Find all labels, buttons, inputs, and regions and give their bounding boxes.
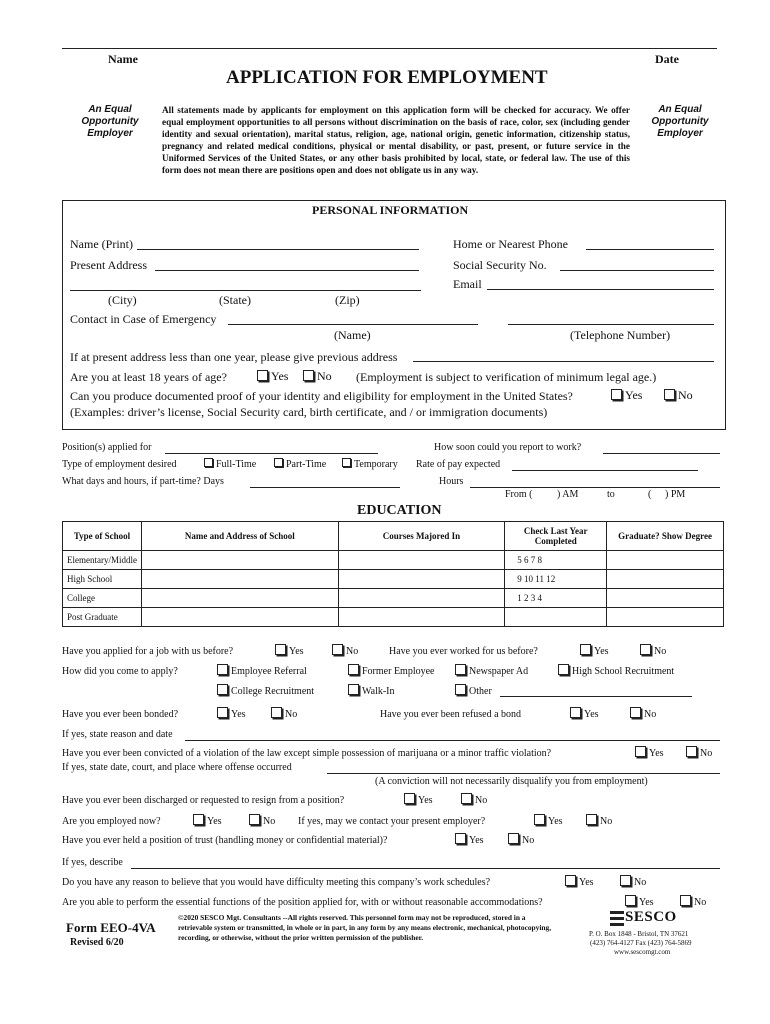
- rate-label: Rate of pay expected: [416, 459, 501, 470]
- position-applied-field[interactable]: [165, 453, 378, 454]
- conv-note: (A conviction will not necessarily disqualify you from employment): [375, 776, 648, 787]
- name-date-line[interactable]: [62, 48, 717, 49]
- essential-no-checkbox[interactable]: [680, 895, 691, 906]
- emp-referral-checkbox[interactable]: [217, 664, 228, 675]
- fulltime-option[interactable]: Full-Time: [204, 458, 256, 470]
- pm-open: (: [648, 489, 652, 500]
- degree-cell[interactable]: [607, 589, 724, 608]
- to-label: to: [607, 489, 615, 500]
- school-type: Elementary/Middle: [63, 551, 142, 570]
- sesco-logo: [610, 908, 694, 930]
- applied-yes-option[interactable]: Yes: [275, 644, 304, 657]
- table-row: [63, 551, 724, 570]
- home-phone-label: Home or Nearest Phone: [453, 237, 568, 251]
- applied-before-q: Have you applied for a job with us before?: [62, 646, 234, 657]
- temporary-option[interactable]: Temporary: [342, 458, 398, 470]
- hours-field[interactable]: [470, 487, 720, 488]
- education-title: EDUCATION: [357, 503, 442, 518]
- worked-yes-checkbox[interactable]: [580, 644, 591, 655]
- trust-yes-option[interactable]: Yes: [455, 833, 484, 846]
- walkin-option[interactable]: Walk-In: [348, 684, 395, 697]
- year-options[interactable]: 9 10 11 12: [505, 570, 607, 589]
- rate-field[interactable]: [512, 470, 698, 471]
- col-type: Type of School: [63, 522, 142, 551]
- bonded-no-checkbox[interactable]: [271, 707, 282, 718]
- contact-yes-option[interactable]: Yes: [534, 814, 563, 827]
- proof-question: Can you produce documented proof of your identity and eligibility for employment in the United States?: [70, 389, 573, 403]
- school-name-cell[interactable]: [141, 608, 338, 627]
- school-name-cell[interactable]: [141, 570, 338, 589]
- bonded-no-option[interactable]: No: [271, 707, 297, 720]
- college-recruit-checkbox[interactable]: [217, 684, 228, 695]
- employed-no-option[interactable]: No: [249, 814, 275, 827]
- employed-yes-option[interactable]: Yes: [193, 814, 222, 827]
- col-graduate: Graduate? Show Degree: [607, 522, 724, 551]
- convicted-yes-option[interactable]: Yes: [635, 746, 664, 759]
- contact-yes-checkbox[interactable]: [534, 814, 545, 825]
- age-no-checkbox[interactable]: [303, 370, 314, 381]
- prev-address-label: If at present address less than one year, please give previous address: [70, 350, 398, 364]
- year-options[interactable]: 1 2 3 4: [505, 589, 607, 608]
- from-label: From (: [505, 489, 533, 500]
- school-name-cell[interactable]: [141, 589, 338, 608]
- former-emp-option[interactable]: Former Employee: [348, 664, 434, 677]
- walkin-checkbox[interactable]: [348, 684, 359, 695]
- convicted-no-checkbox[interactable]: [686, 746, 697, 757]
- age-no-option[interactable]: No: [303, 369, 332, 384]
- prev-address-field[interactable]: [413, 361, 714, 362]
- col-name-address: Name and Address of School: [141, 522, 338, 551]
- ssn-label: Social Security No.: [453, 258, 547, 272]
- convicted-yes-checkbox[interactable]: [635, 746, 646, 757]
- temporary-checkbox[interactable]: [342, 458, 351, 467]
- schedules-no-checkbox[interactable]: [620, 875, 631, 886]
- age-question: Are you at least 18 years of age?: [70, 370, 227, 384]
- fulltime-checkbox[interactable]: [204, 458, 213, 467]
- hours-label: Hours: [439, 476, 464, 487]
- refused-bond-q: Have you ever been refused a bond: [380, 709, 522, 720]
- eoe-right: An Equal Opportunity Employer: [651, 104, 709, 139]
- name-print-field[interactable]: [137, 249, 419, 250]
- year-options[interactable]: 5 6 7 8: [505, 551, 607, 570]
- state-reason-field[interactable]: [185, 740, 720, 741]
- company-website: www.sescomgt.com: [614, 948, 671, 956]
- employed-yes-checkbox[interactable]: [193, 814, 204, 825]
- present-address-field[interactable]: [155, 270, 419, 271]
- schedules-no-option[interactable]: No: [620, 875, 646, 888]
- sesco-logo-text: SESCO: [625, 909, 677, 925]
- age-yes-option[interactable]: Yes: [257, 369, 288, 384]
- degree-cell[interactable]: [607, 551, 724, 570]
- convicted-no-option[interactable]: No: [686, 746, 712, 759]
- company-address: P. O. Box 1848 - Bristol, TN 37621: [589, 930, 689, 938]
- other-field[interactable]: [500, 696, 692, 697]
- emergency-phone-sub: (Telephone Number): [570, 328, 671, 342]
- state-reason-label: If yes, state reason and date: [62, 729, 173, 740]
- city-sub: (City): [108, 293, 137, 307]
- contact-no-option[interactable]: No: [586, 814, 612, 827]
- emergency-name-field[interactable]: [228, 324, 478, 325]
- emp-type-label: Type of employment desired: [62, 459, 177, 470]
- form-revised: Revised 6/20: [70, 937, 124, 948]
- essential-yes-option[interactable]: Yes: [625, 895, 654, 908]
- trust-yes-checkbox[interactable]: [455, 833, 466, 844]
- discharged-yes-option[interactable]: Yes: [404, 793, 433, 806]
- date-label: Date: [655, 52, 679, 66]
- courses-cell[interactable]: [338, 589, 505, 608]
- days-label: What days and hours, if part-time? Days: [62, 476, 224, 487]
- eoe-left: An Equal Opportunity Employer: [81, 104, 139, 139]
- hs-recruit-checkbox[interactable]: [558, 664, 569, 675]
- conv-details-field[interactable]: [327, 773, 720, 774]
- emergency-name-sub: (Name): [334, 328, 371, 342]
- col-last-year: Check Last Year Completed: [505, 522, 607, 551]
- convicted-q: Have you ever been convicted of a violation of the law except simple possession of marijuana or a minor traffic violation?: [62, 748, 552, 759]
- emergency-phone-field[interactable]: [508, 324, 714, 325]
- copyright-notice: ©2020 SESCO Mgt. Consultants --All rights reserved. This personnel form may not be reproduced, stored in a retrievable system or transmitted, in whole or in part, in any form by any means electronic, mechanical, photocopying, recording, or otherwise, without the prior written permission of the publisher.: [178, 913, 552, 942]
- age-yes-checkbox[interactable]: [257, 370, 268, 381]
- page-title: APPLICATION FOR EMPLOYMENT: [226, 67, 548, 88]
- contact-no-checkbox[interactable]: [586, 814, 597, 825]
- name-label: Name: [108, 52, 138, 66]
- courses-cell[interactable]: [338, 608, 505, 627]
- form-number: Form EEO-4VA: [66, 920, 156, 935]
- schedules-q: Do you have any reason to believe that you would have difficulty meeting this company’s work schedules?: [62, 877, 491, 888]
- former-emp-checkbox[interactable]: [348, 664, 359, 675]
- days-field[interactable]: [250, 487, 400, 488]
- courses-cell[interactable]: [338, 570, 505, 589]
- proof-no-checkbox[interactable]: [664, 389, 675, 400]
- applied-no-option[interactable]: No: [332, 644, 358, 657]
- describe-label: If yes, describe: [62, 857, 123, 868]
- degree-cell[interactable]: [607, 570, 724, 589]
- essential-yes-checkbox[interactable]: [625, 895, 636, 906]
- email-label: Email: [453, 277, 482, 291]
- col-courses: Courses Majored In: [338, 522, 505, 551]
- year-options[interactable]: [505, 608, 607, 627]
- school-type: College: [63, 589, 142, 608]
- college-recruit-option[interactable]: College Recruitment: [217, 684, 314, 697]
- worked-no-checkbox[interactable]: [640, 644, 651, 655]
- proof-yes-option[interactable]: Yes: [611, 388, 642, 403]
- email-field[interactable]: [487, 289, 714, 290]
- employed-no-checkbox[interactable]: [249, 814, 260, 825]
- name-print-label: Name (Print): [70, 237, 133, 251]
- bonded-yes-checkbox[interactable]: [217, 707, 228, 718]
- refused-no-checkbox[interactable]: [630, 707, 641, 718]
- zip-sub: (Zip): [335, 293, 360, 307]
- table-row: [63, 570, 724, 589]
- discharged-q: Have you ever been discharged or requested to resign from a position?: [62, 795, 345, 806]
- bonded-yes-option[interactable]: Yes: [217, 707, 246, 720]
- essential-no-option[interactable]: No: [680, 895, 706, 908]
- worked-no-option[interactable]: No: [640, 644, 666, 657]
- pm-label: ) PM: [665, 489, 686, 500]
- home-phone-field[interactable]: [586, 249, 714, 250]
- refused-yes-checkbox[interactable]: [570, 707, 581, 718]
- schedules-yes-option[interactable]: Yes: [565, 875, 594, 888]
- proof-examples: (Examples: driver’s license, Social Security card, birth certificate, and / or immigration documents): [70, 405, 548, 419]
- newspaper-option[interactable]: Newspaper Ad: [455, 664, 528, 677]
- other-checkbox[interactable]: [455, 684, 466, 695]
- contact-employer-q: If yes, may we contact your present employer?: [298, 816, 486, 827]
- essential-q: Are you able to perform the essential functions of the position applied for, with or without reasonable accommodations?: [62, 897, 543, 908]
- parttime-option[interactable]: Part-Time: [274, 458, 326, 470]
- conv-details-label: If yes, state date, court, and place where offense occurred: [62, 762, 292, 773]
- other-option[interactable]: Other: [455, 684, 492, 697]
- present-address-label: Present Address: [70, 258, 147, 272]
- refused-no-option[interactable]: No: [630, 707, 656, 720]
- education-table: [62, 521, 724, 627]
- trust-no-checkbox[interactable]: [508, 833, 519, 844]
- applied-yes-checkbox[interactable]: [275, 644, 286, 655]
- discharged-no-checkbox[interactable]: [461, 793, 472, 804]
- intro-statement: All statements made by applicants for employment on this application form will be checked for accuracy. We offer equal employment opportunities to all persons without discrimination on the basis of race, color, sex (including gender identity and sexual orientation), marital status, religion, age, national origin, genetic information, citizenship status, pregnancy and related medical conditions, physical or mental disability, or past, present, or future service in the Uniformed Services of the United States, or any other basis prohibited by local, state, or federal law. The use of this form does not mean there are positions open and does not obligate us in any way.: [162, 105, 630, 175]
- newspaper-checkbox[interactable]: [455, 664, 466, 675]
- ssn-field[interactable]: [560, 270, 714, 271]
- parttime-checkbox[interactable]: [274, 458, 283, 467]
- discharged-no-option[interactable]: No: [461, 793, 487, 806]
- how-apply-q: How did you come to apply?: [62, 666, 178, 677]
- proof-no-option[interactable]: No: [664, 388, 693, 403]
- worked-yes-option[interactable]: Yes: [580, 644, 609, 657]
- emp-referral-option[interactable]: Employee Referral: [217, 664, 307, 677]
- emergency-label: Contact in Case of Emergency: [70, 312, 217, 326]
- proof-yes-checkbox[interactable]: [611, 389, 622, 400]
- worked-before-q: Have you ever worked for us before?: [389, 646, 538, 657]
- applied-no-checkbox[interactable]: [332, 644, 343, 655]
- report-label: How soon could you report to work?: [434, 442, 582, 453]
- refused-yes-option[interactable]: Yes: [570, 707, 599, 720]
- personal-info-title: PERSONAL INFORMATION: [312, 203, 469, 217]
- bonded-q: Have you ever been bonded?: [62, 709, 179, 720]
- am-label: ) AM: [557, 489, 579, 500]
- school-name-cell[interactable]: [141, 551, 338, 570]
- address-line-2[interactable]: [70, 290, 421, 291]
- employed-now-q: Are you employed now?: [62, 816, 161, 827]
- schedules-yes-checkbox[interactable]: [565, 875, 576, 886]
- age-note: (Employment is subject to verification of minimum legal age.): [356, 370, 657, 384]
- degree-cell[interactable]: [607, 608, 724, 627]
- position-applied-label: Position(s) applied for: [62, 442, 152, 453]
- school-type: High School: [63, 570, 142, 589]
- trust-q: Have you ever held a position of trust (handling money or confidential material)?: [62, 835, 388, 846]
- state-sub: (State): [219, 293, 251, 307]
- company-phone: (423) 764-4127 Fax (423) 764-5869: [590, 939, 692, 947]
- report-field[interactable]: [603, 453, 720, 454]
- courses-cell[interactable]: [338, 551, 505, 570]
- hs-recruit-option[interactable]: High School Recruitment: [558, 664, 674, 677]
- table-row: [63, 608, 724, 627]
- trust-no-option[interactable]: No: [508, 833, 534, 846]
- school-type: Post Graduate: [63, 608, 142, 627]
- table-row: [63, 589, 724, 608]
- describe-field[interactable]: [131, 868, 720, 869]
- discharged-yes-checkbox[interactable]: [404, 793, 415, 804]
